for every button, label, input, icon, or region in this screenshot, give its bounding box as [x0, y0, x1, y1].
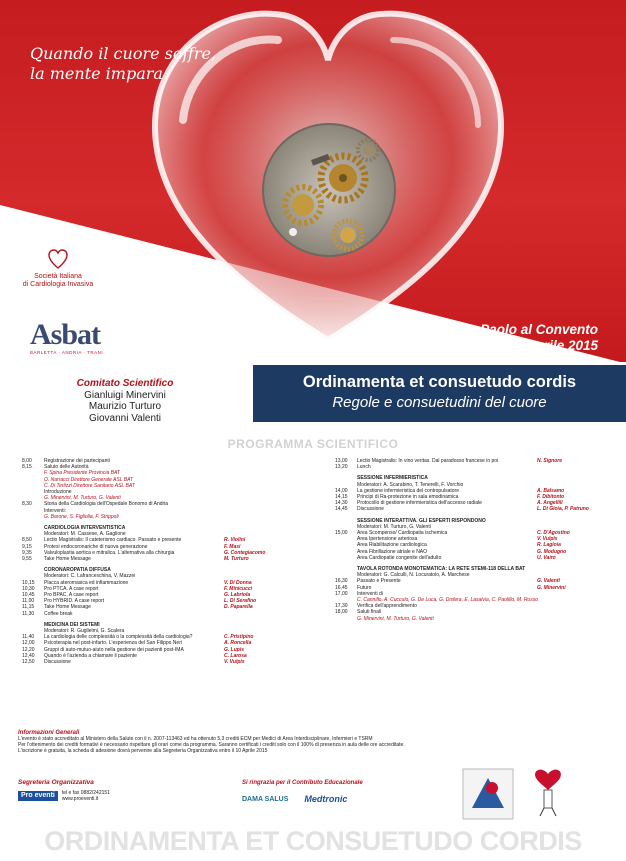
program-time: 11,30: [22, 610, 35, 617]
program-topic: Interventi di: [357, 590, 383, 597]
program-item: [22, 464, 322, 470]
program-topic: Gruppi di auto-mutuo-aiuto nella gestione dei pazienti post-IMA: [44, 646, 184, 653]
program-topic: Registrazione dei partecipanti: [44, 458, 110, 464]
program-topic: Lunch: [357, 464, 371, 471]
general-info: [18, 730, 608, 754]
speakers-line: G. Barone, S. Figliolia, F. Strippoli: [44, 513, 119, 520]
venue-date: Trani 18 Aprile 2015: [471, 338, 598, 353]
program-topic: Area Scompenso/ Cardiopatia ischemica: [357, 530, 448, 537]
program-time: 14,15: [335, 494, 348, 501]
program-item: [22, 659, 322, 665]
program-topic: Psicoterapia nel post-infarto. L'esperienza del San Filippo Neri: [44, 640, 182, 647]
asbat-subtitle: BARLETTA · ANDRIA · TRANI: [30, 350, 104, 355]
event-title: Ordinamenta et consuetudo cordis: [302, 373, 577, 391]
program-time: 12,20: [22, 646, 35, 653]
program-speaker: F. Masi: [224, 543, 241, 550]
program-speaker: D. Paparella: [224, 604, 253, 611]
tagline-line1: Quando il cuore soffre,: [30, 44, 217, 63]
sici-heart-icon: [47, 248, 69, 270]
program-time: 13,20: [335, 464, 348, 471]
program-time: 11,15: [22, 604, 35, 611]
program-speaker: C. D'Agostino: [537, 530, 570, 537]
program-time: 8,30: [22, 501, 32, 508]
session-heading: MEDICINA DEI SISTEMI: [44, 621, 100, 628]
program-topic: Passato e Presente: [357, 578, 401, 585]
program-time: 17,30: [335, 603, 348, 610]
program-item: [335, 591, 625, 597]
program-topic: Area Cardiopatie congenite dell'adulto: [357, 554, 442, 561]
program-topic: Take Home Message: [44, 556, 91, 563]
program-topic: Valvuloplastia aortica e mitralica. L'alternativa alla chirurgia: [44, 549, 175, 556]
program-speaker: V. Di Donna: [224, 579, 252, 586]
program-time: 14,30: [335, 500, 348, 507]
program-time: 17,00: [335, 590, 348, 597]
session-heading: CARDIOLOGIA INTERVENTISTICA: [44, 525, 126, 532]
venue-place: San Paolo al Convento: [451, 322, 598, 337]
speakers-line: C. Cannillo, A. Cucculo, G. De Luca, G. Disfera, E. Lasalvia, C. Paolillo, M. Russo: [357, 597, 538, 604]
program-topic: Lectio Magistralis: Il cateterismo cardiaco. Passato e presente: [44, 537, 182, 544]
program-topic: La gestione infermieristica del contropulsatore: [357, 487, 459, 494]
program-time: 18,00: [335, 609, 348, 616]
association-logo: [462, 768, 514, 820]
program-time: 15,00: [335, 530, 348, 537]
program-speaker: G. Lupis: [224, 646, 244, 653]
program-speaker: C. Larosa: [224, 652, 247, 659]
speakers-line: G. Minervini, M. Turturo, G. Valenti: [357, 615, 434, 622]
program-speaker: R. Lagioia: [537, 542, 561, 549]
program-topic: Storia della Cardiologia dell'Ospedale Bonomo di Andria: [44, 501, 169, 508]
tagline: [30, 44, 216, 84]
program-topic: Pro BPAC. A case report: [44, 592, 99, 599]
program-speaker: N. Signore: [537, 458, 563, 464]
segreteria-heading: Segreteria Organizzativa: [18, 779, 94, 786]
program-speaker: M. Turturo: [224, 556, 249, 563]
program-speaker: G. Minervini: [537, 584, 566, 591]
program-topic: Discussione: [357, 506, 384, 513]
program-topic: Area Ipertensione arteriosa: [357, 536, 418, 543]
program-time: [335, 555, 357, 561]
program-topic: Placca ateromasica ed infiammazione: [44, 579, 129, 586]
segreteria-organizzativa: [18, 780, 110, 802]
dama-salus-logo: DAMA SALUS: [242, 795, 289, 803]
asbat-logo: [30, 318, 103, 355]
program-time: 10,30: [22, 585, 35, 592]
program-note: Moderatori: A. Scarabino, T. Tenerelli, F. Vorchio: [357, 481, 464, 488]
speakers-line: C. Di Terlizzi Direttore Sanitario ASL BAT: [44, 482, 135, 489]
program-speaker: F. Minicucci: [224, 585, 253, 592]
session-heading: SESSIONE INTERATTIVA. GLI ESPERTI RISPONDONO: [357, 517, 486, 524]
program-topic: Verifica dell'apprendimento: [357, 603, 417, 610]
session-heading: CORONAROPATIA DIFFUSA: [44, 567, 111, 574]
program-item: [335, 609, 625, 615]
program-topic: Pro PTCA. A case report: [44, 585, 99, 592]
program-time: 13,00: [335, 458, 348, 464]
program-note: Interventi:: [44, 507, 66, 514]
program-topic: Quando è l'azienda a chiamare il paziente: [44, 652, 137, 659]
program-topic: Saluto delle Autorità: [44, 464, 89, 471]
program-speaker: A. Roncella: [224, 640, 252, 647]
footer-title: ORDINAMENTA ET CONSUETUDO CORDIS: [44, 826, 582, 856]
program-item: [335, 555, 625, 561]
program-topic: Futuro: [357, 584, 372, 591]
program-speaker: A. Balsamo: [537, 487, 565, 494]
event-subtitle: Regole e consuetudini del cuore: [332, 394, 547, 411]
comitato-heading: Comitato Scientifico: [76, 378, 174, 389]
program-time: 12,40: [22, 652, 35, 659]
program-item: [22, 501, 322, 507]
program-speaker: F. Dibitonto: [537, 494, 565, 501]
program-note: Moderatori: R. Guglielmi, G. Scalera: [44, 628, 125, 635]
proeventi-logo: [18, 790, 110, 802]
program-topic: Pro HYBRID. A case report: [44, 598, 105, 605]
segreteria-website[interactable]: www.proeventi.it: [61, 796, 99, 802]
comitato-member: Giovanni Valenti: [88, 412, 162, 424]
comitato-member: Maurizio Turturo: [88, 401, 162, 412]
program-speaker: U. Vairo: [537, 554, 556, 561]
program-time: 9,15: [22, 543, 32, 550]
program-topic: Protocollo di gestione infermieristica dell'accesso radiale: [357, 500, 482, 507]
program-speaker: G. Valenti: [537, 578, 560, 585]
program-topic: La cardiologia delle complessità o la complessità della cardiologia?: [44, 634, 193, 641]
program-time: 14,00: [335, 487, 348, 494]
program-item: [22, 611, 322, 617]
program-time: 14,45: [335, 506, 348, 513]
program-time: 8,15: [22, 464, 32, 471]
program-topic: Area Fibrillazione atriale e NAO: [357, 548, 428, 555]
program-speaker: V. Vulpis: [224, 659, 245, 666]
program-note: Moderatori: G. Calculli, N. Locuratolo, A. Marchese: [357, 572, 470, 579]
program-topic: Lectio Magistralis: In vino veritas. Dal paradosso francese in poi: [357, 458, 499, 464]
proeventi-wordmark: Pro eventi: [18, 791, 58, 801]
segreteria-phone: tel e fax 0882/242151: [61, 790, 110, 796]
info-line: Per l'ottenimento dei crediti formativi è necessario rispettare gli orari come da programma. Saranno certificati i crediti solo con il 100% di presenza in aula delle ore accreditate.: [18, 742, 405, 748]
speakers-line: G. Minervini, M. Turturo, G. Valenti: [44, 495, 121, 502]
venue: [452, 322, 598, 354]
speakers-line: F. Spina Presidente Provincia BAT: [44, 470, 120, 477]
program-note: Moderatori: M. Turturo, G. Valenti: [357, 523, 431, 530]
program-time: 9,35: [22, 549, 32, 556]
program-topic: Principi di Ra-protezione in sala emodinamica: [357, 494, 459, 501]
program-speaker: A. Angellili: [537, 500, 563, 507]
program-time: 16,30: [335, 578, 348, 585]
sponsor-heading: Si ringrazia per il Contributo Educazionale: [242, 780, 363, 786]
speakers-line: O. Narracci Direttore Generale ASL BAT: [44, 476, 134, 483]
session-heading: TAVOLA ROTONDA MONOTEMATICA: LA RETE STEMI-118 DELLA BAT: [357, 566, 526, 573]
tagline-line2: la mente impara: [30, 64, 163, 83]
asbat-wordmark: Asbat: [30, 318, 101, 351]
sponsors: [242, 780, 363, 804]
program-left-column: [22, 458, 322, 665]
info-line: L'evento è stato accreditato al Ministero della Salute con il n. 2007-113463 ed ha ottenuto 5,3 crediti ECM per Medici di Area Interdisciplinare, Infermieri e TSRM: [18, 736, 373, 742]
program-time: 12,00: [22, 640, 35, 647]
program-time: 11,00: [22, 598, 35, 605]
program-title: PROGRAMMA SCIENTIFICO: [227, 437, 399, 451]
session-heading: SESSIONE INFERMIERISTICA: [357, 475, 428, 482]
program-speaker: V. Vulpis: [537, 536, 558, 543]
program-item: [335, 506, 625, 512]
info-line: L'iscrizione è gratuita, la scheda di adesione dovrà pervenire alla Segreteria Organizzativa entro il 10 Aprile 2015: [18, 748, 268, 754]
program-time: 8,00: [22, 458, 32, 464]
program-note: Moderatori: M. Cassese, A. Gaglione: [44, 531, 126, 538]
program-speaker: G. Labriola: [224, 592, 251, 599]
program-item: [335, 464, 625, 470]
program-speaker: L. Di Gioia, P. Patruno: [537, 506, 589, 513]
program-topic: Saluti finali: [357, 609, 382, 616]
comitato-scientifico: [55, 378, 195, 424]
mascot-logo: [528, 762, 568, 822]
program-time: 10,15: [22, 579, 35, 586]
event-title-box: [253, 365, 626, 422]
program-time: 8,50: [22, 537, 32, 544]
program-topic: Protesi endocoronariche di nuova generazione: [44, 543, 148, 550]
program-right-column: [335, 458, 625, 622]
program-time: 9,55: [22, 556, 32, 563]
sici-name-line1: Società Italiana: [34, 273, 82, 280]
program-speaker: G. Contegiacomo: [224, 549, 266, 556]
program-time: 16,45: [335, 584, 348, 591]
program-speaker: R. Violini: [224, 537, 246, 544]
program-item: [22, 556, 322, 562]
comitato-member: Gianluigi Minervini: [84, 389, 166, 401]
info-heading: Informazioni Generali: [18, 730, 80, 736]
program-time: 11,40: [22, 634, 35, 641]
sici-logo: [18, 248, 98, 289]
program-time: 12,50: [22, 659, 35, 666]
program-topic: Area Riabilitazione cardiologica: [357, 542, 427, 549]
program-note: Introduzione: [44, 489, 72, 496]
program-topic: Discussione: [44, 659, 71, 666]
program-speaker: L. Di Serafino: [224, 598, 257, 605]
program-note: Moderatori: C. Lafranceschina, V. Mazzei: [44, 573, 136, 580]
program-speaker: C. Pristipino: [224, 634, 254, 641]
program-time: 10,45: [22, 592, 35, 599]
program-topic: Take Home Message: [44, 604, 91, 611]
medtronic-logo: Medtronic: [304, 794, 348, 804]
program-topic: Coffee break: [44, 610, 73, 617]
sici-name-line2: di Cardiologia Invasiva: [22, 281, 94, 288]
program-speaker: G. Modugno: [537, 548, 567, 555]
